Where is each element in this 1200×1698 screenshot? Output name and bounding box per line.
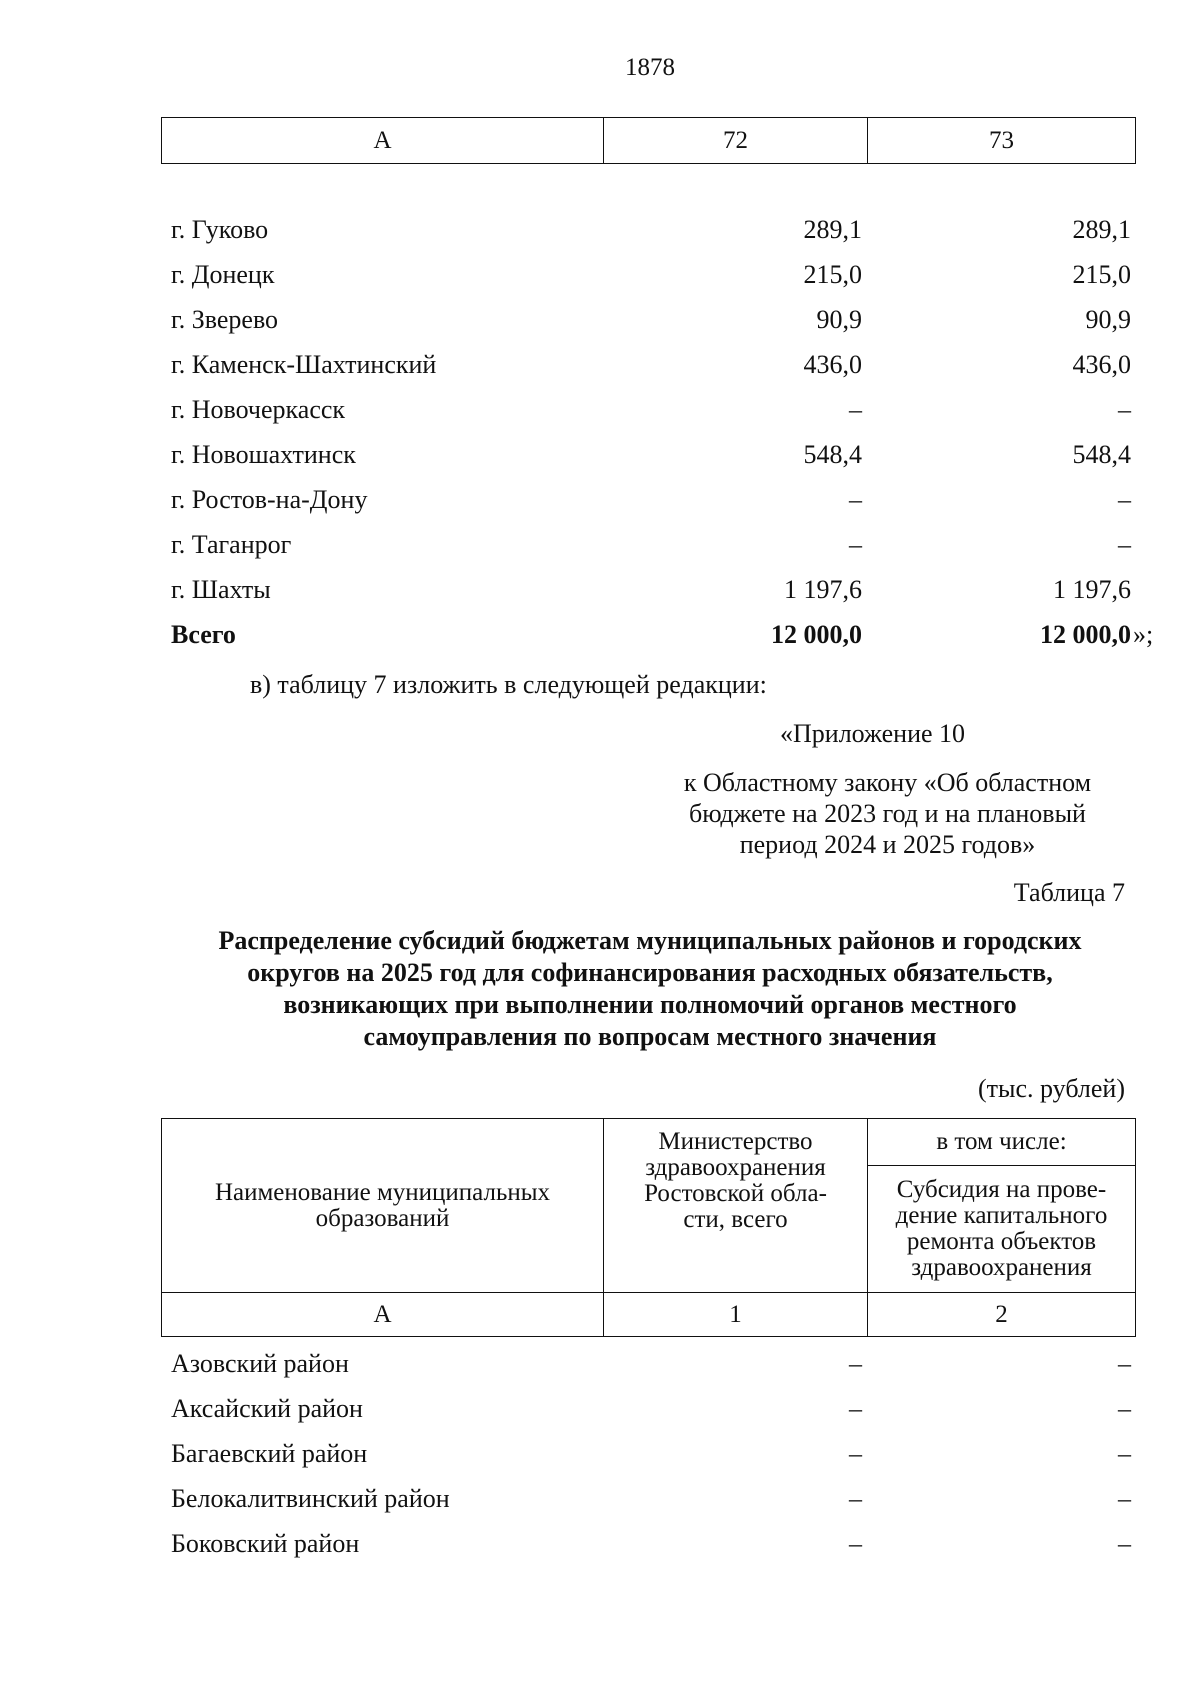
- row-value-1: –: [849, 1394, 862, 1423]
- row-value-2: –: [1118, 1394, 1131, 1423]
- col-header-name: [162, 1119, 604, 1293]
- row-value-1: –: [849, 1349, 862, 1378]
- table-title: [160, 925, 1140, 1053]
- table-row: [171, 1529, 1131, 1565]
- title-line: самоуправления по вопросам местного значения: [363, 1022, 937, 1051]
- row-name: г. Гуково: [171, 215, 269, 244]
- header-table: [161, 117, 1136, 164]
- header-text: здравоохранения: [645, 1154, 826, 1181]
- header-text: Субсидия на прове-: [896, 1176, 1107, 1203]
- title-line: округов на 2025 год для софинансирования расходных обязательств,: [247, 958, 1053, 987]
- header-col-a: А: [162, 118, 604, 164]
- title-line: Распределение субсидий бюджетам муниципальных районов и городских: [218, 926, 1082, 955]
- row-value-73: 90,9: [1085, 305, 1131, 334]
- row-name: Азовский район: [171, 1349, 349, 1378]
- row-value-72: 289,1: [803, 215, 862, 244]
- header-text: сти, всего: [683, 1206, 788, 1233]
- row-value-1: –: [849, 1484, 862, 1513]
- table-row: [171, 575, 1131, 611]
- row-value-1: –: [849, 1439, 862, 1468]
- row-value-73: 436,0: [1072, 350, 1131, 379]
- total-label: Всего: [171, 620, 236, 649]
- title-line: возникающих при выполнении полномочий органов местного: [283, 990, 1017, 1019]
- row-name: г. Каменск-Шахтинский: [171, 350, 437, 379]
- col-header-ministry: [604, 1119, 868, 1293]
- row-value-2: –: [1118, 1349, 1131, 1378]
- row-value-2: –: [1118, 1439, 1131, 1468]
- table-row: [171, 215, 1131, 251]
- main-table: [161, 1118, 1136, 1337]
- row-name: г. Зверево: [171, 305, 279, 334]
- row-name: г. Ростов-на-Дону: [171, 485, 368, 514]
- row-value-73: –: [1118, 530, 1131, 559]
- table-row: [171, 485, 1131, 521]
- row-value-73: 289,1: [1072, 215, 1131, 244]
- row-value-72: 436,0: [803, 350, 862, 379]
- row-value-73: –: [1118, 395, 1131, 424]
- units-label: (тыс. рублей): [977, 1074, 1125, 1103]
- header-col-73: 73: [868, 118, 1136, 164]
- header-text: здравоохранения: [911, 1254, 1092, 1281]
- header-text: Ростовской обла-: [644, 1180, 827, 1207]
- amendment-paragraph: в) таблицу 7 изложить в следующей редакции:: [250, 670, 767, 699]
- appendix-line: к Областному закону «Об областном: [683, 768, 1092, 797]
- row-name: г. Новошахтинск: [171, 440, 356, 469]
- col-header-group: в том числе:: [868, 1119, 1136, 1166]
- page-number: 1878: [625, 54, 675, 81]
- table-row: [171, 1394, 1131, 1430]
- appendix-line: бюджете на 2023 год и на плановый: [689, 799, 1086, 828]
- appendix-line: период 2024 и 2025 годов»: [739, 830, 1036, 859]
- row-name: г. Новочеркасск: [171, 395, 346, 424]
- table-row: [171, 1439, 1131, 1475]
- row-value-72: –: [849, 530, 862, 559]
- table-row: [171, 440, 1131, 476]
- total-value-73: 12 000,0: [1040, 620, 1131, 649]
- index-col-a: А: [162, 1293, 604, 1337]
- row-value-72: –: [849, 485, 862, 514]
- row-name: г. Таганрог: [171, 530, 292, 559]
- row-name: Багаевский район: [171, 1439, 368, 1468]
- row-value-73: 548,4: [1072, 440, 1131, 469]
- appendix-reference: [650, 767, 1125, 860]
- total-row: [171, 620, 1131, 656]
- row-name: Белокалитвинский район: [171, 1484, 450, 1513]
- col-header-subsidy: [868, 1166, 1136, 1293]
- row-value-72: 215,0: [803, 260, 862, 289]
- index-col-1: 1: [604, 1293, 868, 1337]
- header-col-72: 72: [604, 118, 868, 164]
- table-row: [171, 395, 1131, 431]
- row-value-72: 548,4: [803, 440, 862, 469]
- row-value-73: –: [1118, 485, 1131, 514]
- total-value-72: 12 000,0: [771, 620, 862, 649]
- table-row: [171, 260, 1131, 296]
- row-value-72: –: [849, 395, 862, 424]
- row-name: г. Донецк: [171, 260, 275, 289]
- row-value-2: –: [1118, 1484, 1131, 1513]
- row-value-1: –: [849, 1529, 862, 1558]
- table-row: [171, 1349, 1131, 1385]
- table-row: [171, 530, 1131, 566]
- row-value-72: 90,9: [816, 305, 862, 334]
- header-text: ремонта объектов: [906, 1228, 1097, 1255]
- table-number: Таблица 7: [1013, 878, 1125, 907]
- header-text: дение капитального: [895, 1202, 1108, 1229]
- row-value-73: 1 197,6: [1053, 575, 1131, 604]
- table-row: [171, 305, 1131, 341]
- row-name: Боковский район: [171, 1529, 360, 1558]
- row-value-73: 215,0: [1072, 260, 1131, 289]
- row-name: Аксайский район: [171, 1394, 363, 1423]
- row-value-72: 1 197,6: [784, 575, 862, 604]
- row-name: г. Шахты: [171, 575, 271, 604]
- header-text: Министерство: [658, 1128, 813, 1155]
- header-text: образований: [315, 1204, 450, 1232]
- table-row: [171, 1484, 1131, 1520]
- index-col-2: 2: [868, 1293, 1136, 1337]
- header-text: Наименование муниципальных: [214, 1178, 551, 1206]
- closing-quote: »;: [1133, 620, 1154, 649]
- row-value-2: –: [1118, 1529, 1131, 1558]
- table-row: [171, 350, 1131, 386]
- appendix-label: «Приложение 10: [780, 719, 966, 748]
